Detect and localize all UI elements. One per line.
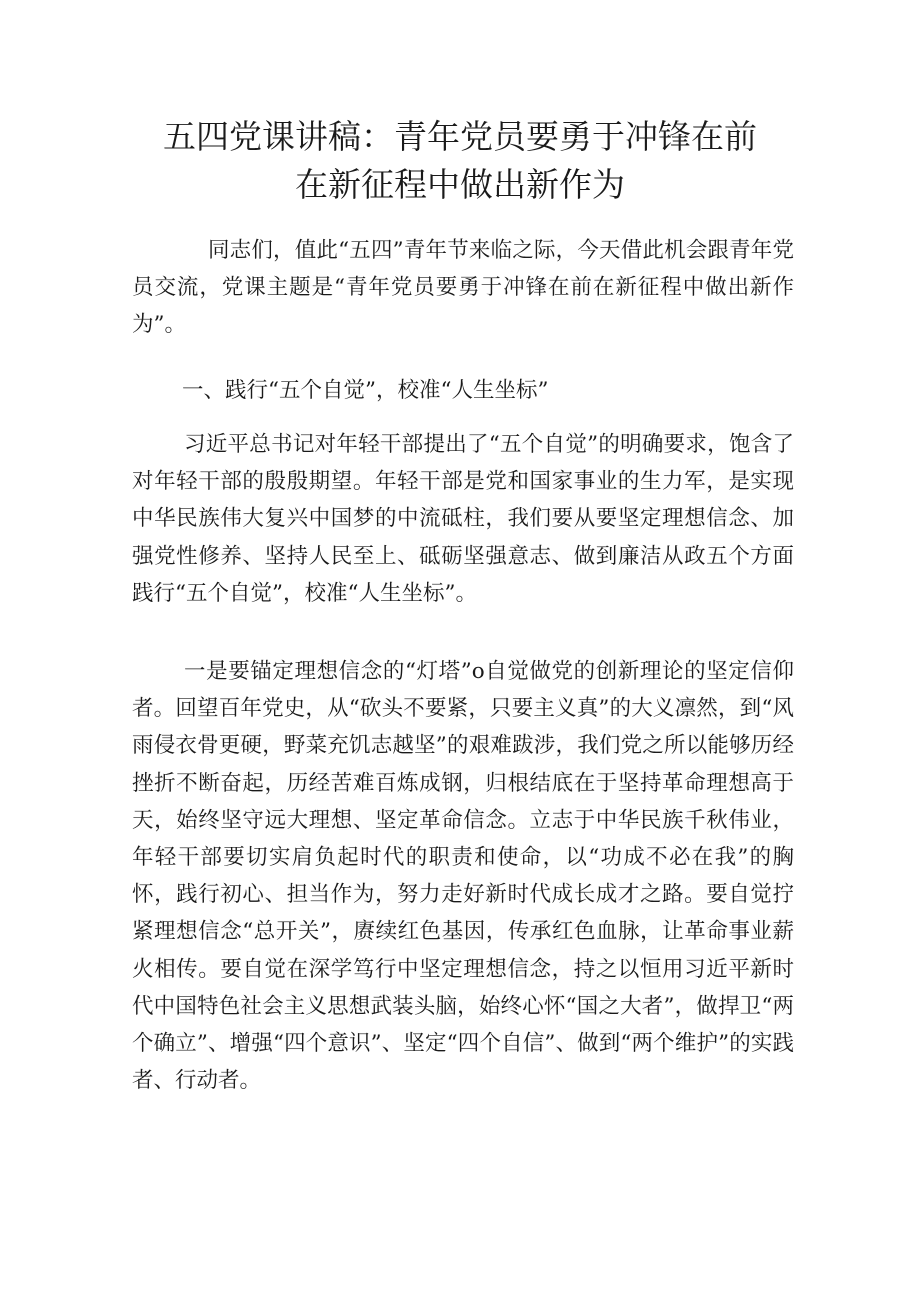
body-paragraph-2: 一是要锚定理想信念的“灯塔”o自觉做党的创新理论的坚定信仰者。回望百年党史，从“砍头不要紧，只要主义真”的大义凛然，到“风雨侵衣骨更硬，野菜充饥志越坚”的艰难跋涉，我们党之所以能够历经挫折不断奋起，历经苦难百炼成钢，归根结底在于坚持革命理想高于天，始终坚守远大理想、坚定革命信念。立志于中华民族千秋伟业，年轻干部要切实肩负起时代的职责和使命，以“功成不必在我”的胸怀，践行初心、担当作为，努力走好新时代成长成才之路。要自觉拧紧理想信念“总开关”，赓续红色基因，传承红色血脉，让革命事业薪火相传。要自觉在深学笃行中坚定理想信念，持之以恒用习近平新时代中国特色社会主义思想武装头脑，始终心怀“国之大者”，做捍卫“两个确立”、增强“四个意识”、坚定“四个自信”、做到“两个维护”的实践者、行动者。: [132, 659, 794, 1094]
body-paragraph-1: 习近平总书记对年轻干部提出了“五个自觉”的明确要求，饱含了对年轻干部的殷殷期望。年轻干部是党和国家事业的生力军，是实现中华民族伟大复兴中国梦的中流砥柱，我们要从要坚定理想信念、加强党性修养、坚持人民至上、砥砺坚强意志、做到廉洁从政五个方面践行“五个自觉”，校准“人生坐标”。: [132, 432, 794, 606]
intro-paragraph: 同志们，值此“五四”青年节来临之际，今天借此机会跟青年党员交流，党课主题是“青年党员要勇于冲锋在前在新征程中做出新作为”。: [132, 238, 794, 338]
section-heading: 一、践行“五个自觉”，校准“人生坐标”: [182, 378, 549, 403]
document-title-line-2: 在新征程中做出新作为: [295, 165, 625, 204]
document-title-line-1: 五四党课讲稿：青年党员要勇于冲锋在前: [163, 117, 757, 156]
